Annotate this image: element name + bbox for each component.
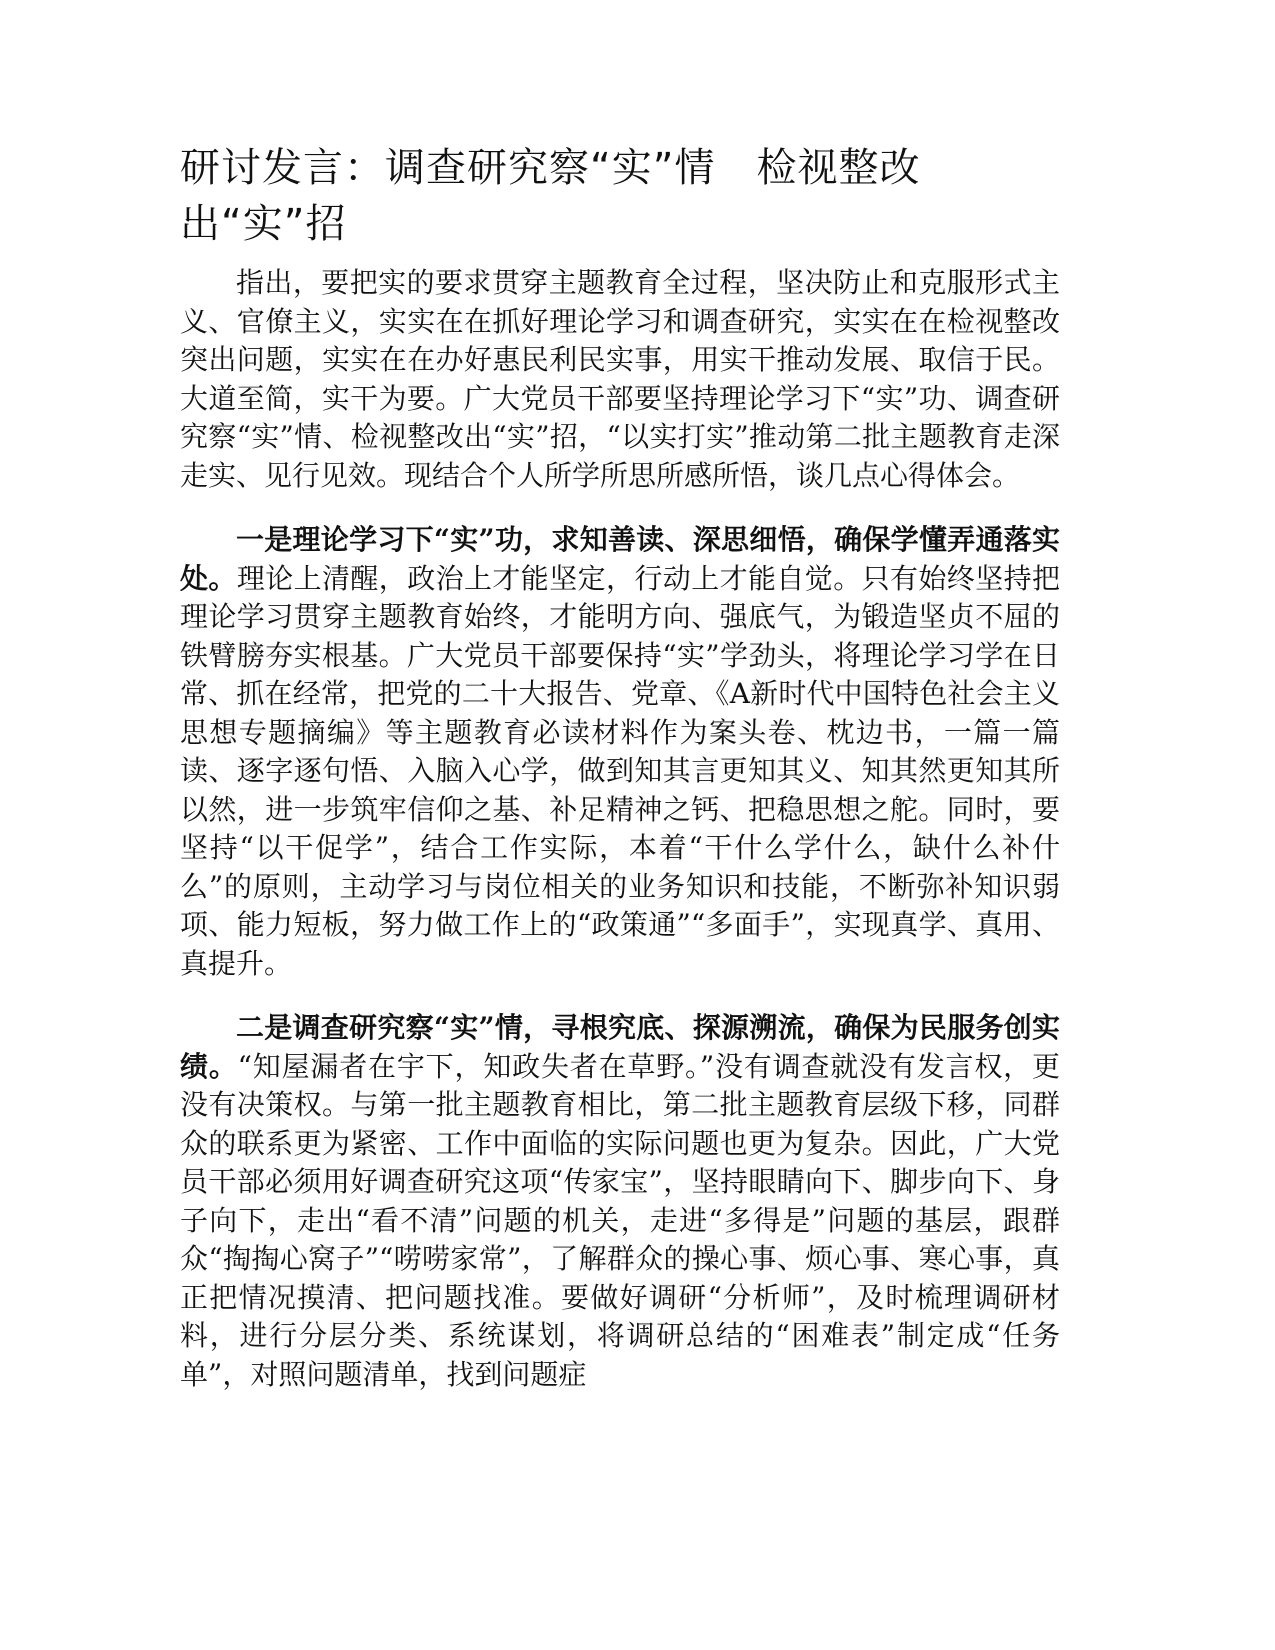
section-body-2: “知屋漏者在宇下，知政失者在草野。”没有调查就没有发言权，更没有决策权。与第一批主题教育相比，第二批主题教育层级下移，同群众的联系更为紧密、工作中面临的实际问题也更为复杂。因此，广大党员干部必须用好调查研究这项“传家宝”，坚持眼睛向下、脚步向下、身子向下，走出“看不清”问题的机关，走进“多得是”问题的基层，跟群众“掏掏心窝子”“唠唠家常”，了解群众的操心事、烦心事、寒心事，真正把情况摸清、把问题找准。要做好调研“分析师”，及时梳理调研材料，进行分层分类、系统谋划，将调研总结的“困难表”制定成“任务单”，对照问题清单，找到问题症 xyxy=(180,1049,1060,1391)
document-title: 研讨发言：调查研究察“实”情 检视整改出“实”招 xyxy=(180,145,921,247)
section-body-1: 理论上清醒，政治上才能坚定，行动上才能自觉。只有始终坚持把理论学习贯穿主题教育始终，才能明方向、强底气，为锻造坚贞不屈的铁臂膀夯实根基。广大党员干部要保持“实”学劲头，将理论学习学在日常、抓在经常，把党的二十大报告、党章、《A新时代中国特色社会主义思想专题摘编》等主题教育必读材料作为案头卷、枕边书，一篇一篇读、逐字逐句悟、入脑入心学，做到知其言更知其义、知其然更知其所以然，进一步筑牢信仰之基、补足精神之钙、把稳思想之舵。同时，要坚持“以干促学”，结合工作实际，本着“干什么学什么，缺什么补什么”的原则，主动学习与岗位相关的业务知识和技能，不断弥补知识弱项、能力短板，努力做工作上的“政策通”“多面手”，实现真学、真用、真提升。 xyxy=(180,561,1060,980)
section-lead-2: 二是调查研究察“实”情，寻根究底、探源溯流，确保为民服务创实绩。 xyxy=(180,1011,1060,1083)
section-lead-1: 一是理论学习下“实”功，求知善读、深思细悟，确保学懂弄通落实处。 xyxy=(180,523,1060,595)
document-page xyxy=(180,140,1060,1420)
intro-paragraph: 指出，要把实的要求贯穿主题教育全过程，坚决防止和克服形式主义、官僚主义，实实在在抓好理论学习和调查研究，实实在在检视整改突出问题，实实在在办好惠民利民实事，用实干推动发展、取信于民。大道至简，实干为要。广大党员干部要坚持理论学习下“实”功、调查研究察“实”情、检视整改出“实”招，“以实打实”推动第二批主题教育走深走实、见行见效。现结合个人所学所思所感所悟，谈几点心得体会。 xyxy=(180,266,1060,492)
section-paragraph-1 xyxy=(180,521,1060,983)
section-paragraph-2 xyxy=(180,1009,1060,1394)
